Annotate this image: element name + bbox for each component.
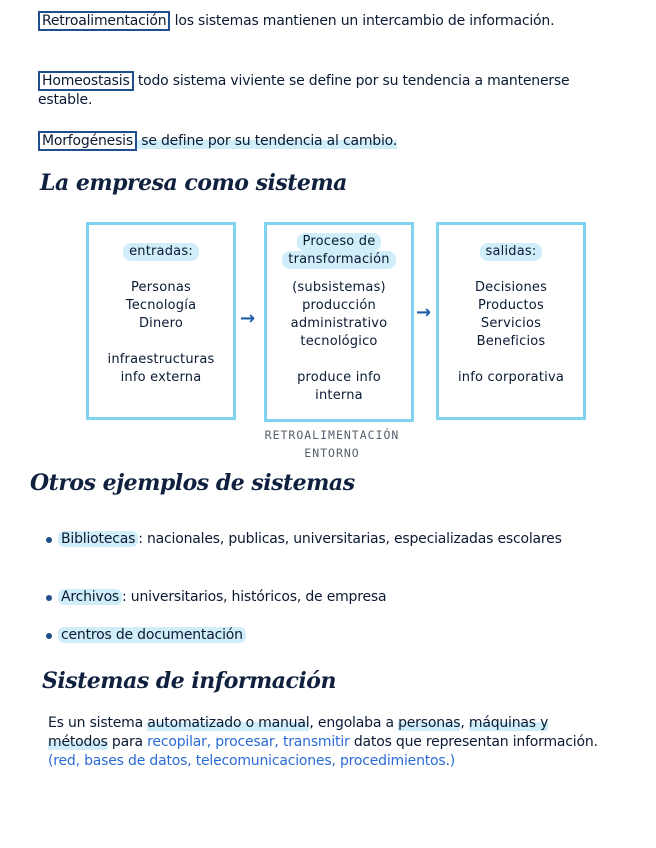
- card-line: Personas: [130, 280, 192, 295]
- card-line: infraestructuras: [107, 352, 215, 367]
- term-retroalimentacion: Retroalimentación: [38, 11, 170, 31]
- card-line: produce info: [297, 370, 381, 385]
- card-line: Dinero: [138, 316, 184, 331]
- card-salidas: [436, 222, 586, 420]
- item-term: Archivos: [58, 589, 122, 605]
- card-line: administrativo: [290, 316, 388, 331]
- info-highlight: personas: [398, 715, 461, 731]
- card-title: Proceso de: [297, 233, 382, 251]
- heading-sistemas-info: Sistemas de información: [42, 668, 336, 694]
- item-term: centros de documentación: [58, 627, 246, 643]
- bullet-icon: [46, 537, 52, 543]
- card-line: interna: [315, 388, 363, 403]
- card-line: Beneficios: [476, 334, 546, 349]
- info-text: , engolaba a: [309, 715, 399, 731]
- info-blue-text: recopilar, procesar, transmitir: [147, 734, 350, 750]
- definition-text: los sistemas mantienen un intercambio de información.: [170, 13, 555, 29]
- term-morfogenesis: Morfogénesis: [38, 131, 137, 151]
- arrow-right-icon: →: [240, 308, 256, 329]
- list-item: [58, 626, 618, 645]
- card-line: info corporativa: [457, 370, 565, 385]
- definition-text: todo sistema viviente se define por su tendencia a mantenerse estable.: [38, 73, 570, 108]
- definition-morfogenesis: [38, 132, 598, 151]
- card-line: Servicios: [480, 316, 542, 331]
- term-homeostasis: Homeostasis: [38, 71, 134, 91]
- item-term: Bibliotecas: [58, 531, 138, 547]
- bullet-icon: [46, 633, 52, 639]
- info-text: Es un sistema: [48, 715, 148, 731]
- diagram-caption: [232, 426, 432, 462]
- card-line: tecnológico: [300, 334, 378, 349]
- arrow-right-icon: →: [416, 302, 432, 323]
- info-paragraph: [48, 714, 608, 771]
- heading-empresa: La empresa como sistema: [40, 170, 347, 196]
- card-line: info externa: [120, 370, 202, 385]
- card-line: Decisiones: [474, 280, 548, 295]
- caption-retroalimentacion: RETROALIMENTACIÓN: [264, 428, 400, 442]
- card-entradas: [86, 222, 236, 420]
- item-text: : nacionales, publicas, universitarias, especializadas escolares: [138, 531, 562, 547]
- card-line: producción: [302, 298, 376, 313]
- card-line: Productos: [478, 298, 544, 313]
- card-title: salidas:: [480, 243, 543, 261]
- info-blue-text: (red, bases de datos, telecomunicaciones, procedimientos.): [48, 753, 456, 769]
- heading-ejemplos: Otros ejemplos de sistemas: [30, 470, 355, 496]
- info-highlight: automatizado o manual: [147, 715, 310, 731]
- info-text: ,: [460, 715, 465, 731]
- list-item: [58, 530, 618, 549]
- bullet-icon: [46, 595, 52, 601]
- info-text: para: [107, 734, 148, 750]
- card-title: transformación: [282, 251, 395, 269]
- card-line: (subsistemas): [292, 280, 386, 295]
- definition-text: se define por su tendencia al cambio.: [136, 133, 398, 149]
- item-text: : universitarios, históricos, de empresa: [122, 589, 387, 605]
- definition-retroalimentacion: [38, 12, 598, 31]
- card-title: entradas:: [123, 243, 199, 261]
- info-highlight: máquinas y métodos: [48, 715, 549, 750]
- info-text: datos que representan información.: [349, 734, 598, 750]
- list-item: [58, 588, 618, 607]
- caption-entorno: ENTORNO: [304, 446, 360, 460]
- card-line: Tecnología: [125, 298, 197, 313]
- card-proceso: [264, 222, 414, 422]
- definition-homeostasis: [38, 72, 598, 110]
